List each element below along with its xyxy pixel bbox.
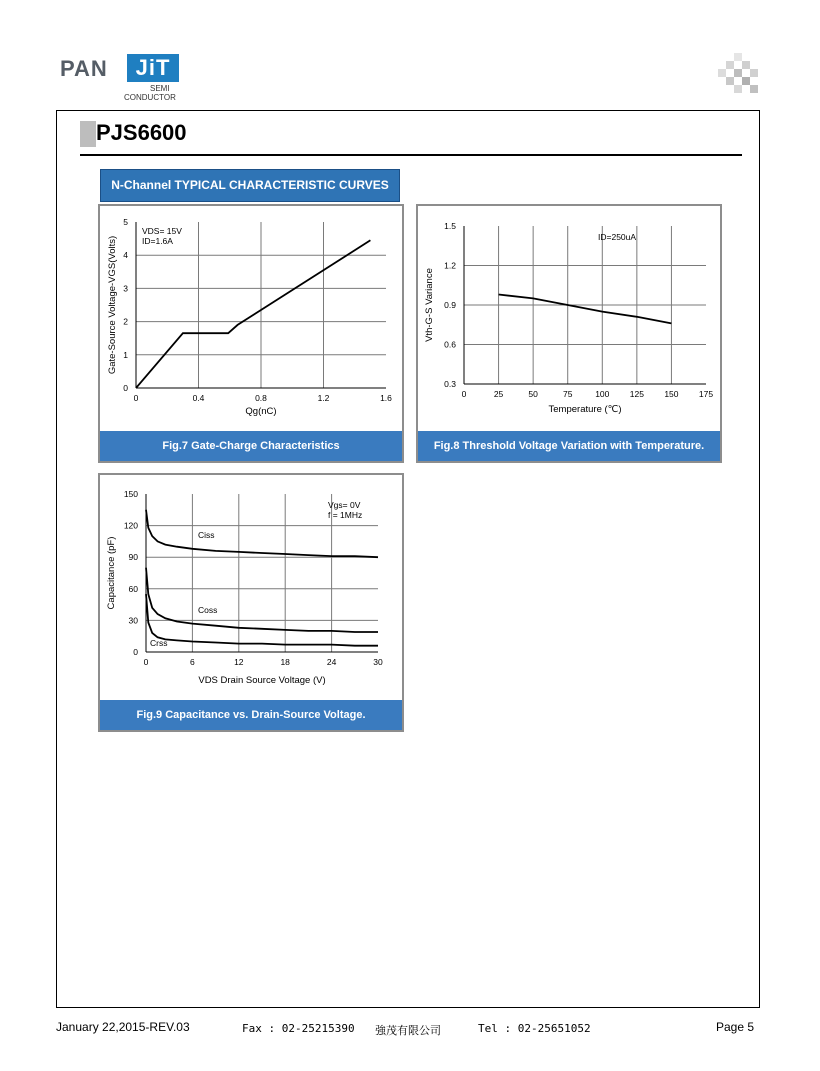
y-tick-label: 1 [123, 349, 128, 360]
x-tick-label: 24 [326, 657, 337, 667]
x-tick-label: 0.8 [255, 393, 267, 403]
y-tick-label: 5 [123, 217, 128, 227]
x-axis-label: Qg(nC) [245, 406, 277, 417]
footer-date-revision: January 22,2015-REV.03 [56, 1020, 190, 1034]
y-tick-label: 3 [123, 283, 128, 294]
y-tick-label: 1.5 [444, 221, 456, 231]
x-tick-label: 1.6 [380, 393, 392, 403]
x-tick-label: 30 [373, 657, 383, 667]
threshold-voltage-chart [418, 206, 720, 431]
chart-annotation: Vgs= 0V [328, 500, 361, 510]
title-rule [80, 154, 742, 156]
chart-panel-fig9 [98, 473, 404, 732]
y-tick-label: 150 [123, 489, 138, 499]
y-tick-label: 0.3 [444, 379, 456, 389]
panjit-logo [60, 54, 185, 102]
y-tick-label: 0 [133, 647, 138, 657]
chart-annotation: ID=1.6A [142, 236, 173, 246]
y-axis-label: Capacitance (pF) [106, 536, 117, 610]
x-tick-label: 125 [629, 389, 644, 399]
y-axis-label: Vth-G-S Variance [424, 268, 435, 342]
chart-annotation: ID=250uA [598, 232, 637, 242]
series-line [136, 240, 370, 388]
series-line [146, 568, 378, 632]
section-title: N-Channel TYPICAL CHARACTERISTIC CURVES [100, 169, 400, 202]
x-tick-label: 25 [493, 389, 504, 399]
series-label: Crss [150, 638, 168, 648]
x-tick-label: 18 [280, 657, 290, 667]
x-tick-label: 0 [143, 657, 149, 667]
y-axis-label: Gate-Source Voltage-VGS(Volts) [107, 235, 118, 375]
checker-decoration-icon [718, 53, 758, 93]
footer-tel: Tel : 02-25651052 [478, 1022, 591, 1035]
logo-conductor-text: CONDUCTOR [124, 93, 176, 102]
y-tick-label: 0.6 [444, 339, 456, 350]
x-axis-label: Temperature (℃) [548, 404, 622, 415]
chart-panel-fig7 [98, 204, 404, 463]
footer-company: 強茂有限公司 [375, 1024, 441, 1037]
footer-fax: Fax : 02-25215390 [242, 1022, 355, 1035]
title-accent [80, 121, 96, 147]
x-tick-label: 175 [698, 389, 714, 399]
chart-panel-fig8 [416, 204, 722, 463]
capacitance-chart [100, 475, 402, 700]
x-tick-label: 0 [461, 389, 467, 399]
x-tick-label: 100 [595, 389, 610, 399]
x-tick-label: 0.4 [192, 393, 205, 403]
logo-jit-text: JiT [127, 54, 179, 82]
x-tick-label: 12 [234, 657, 244, 667]
logo-semi-text: SEMI [150, 84, 170, 93]
footer-page-number: Page 5 [716, 1020, 755, 1034]
y-tick-label: 90 [128, 552, 138, 563]
y-tick-label: 1.2 [444, 260, 456, 271]
x-tick-label: 1.2 [317, 393, 330, 403]
logo-pan-text: PAN [60, 56, 108, 81]
chart-caption: Fig.8 Threshold Voltage Variation with Temperature. [418, 431, 720, 461]
gate-charge-chart [100, 206, 402, 431]
chart-annotation: VDS= 15V [142, 226, 182, 236]
series-line [499, 295, 672, 324]
y-tick-label: 30 [128, 615, 138, 626]
series-label: Ciss [198, 530, 215, 540]
y-tick-label: 2 [123, 316, 128, 327]
chart-annotation: f = 1MHz [328, 510, 363, 520]
x-axis-label: VDS Drain Source Voltage (V) [198, 675, 326, 686]
y-tick-label: 4 [123, 250, 128, 261]
part-number-title: PJS6600 [96, 120, 187, 145]
chart-caption: Fig.7 Gate-Charge Characteristics [100, 431, 402, 461]
x-tick-label: 0 [133, 393, 139, 403]
y-tick-label: 120 [123, 520, 138, 531]
x-tick-label: 50 [528, 389, 538, 399]
y-tick-label: 0 [123, 383, 128, 393]
x-tick-label: 6 [190, 657, 195, 667]
x-tick-label: 150 [664, 389, 679, 399]
y-tick-label: 0.9 [444, 300, 456, 310]
y-tick-label: 60 [128, 583, 138, 594]
chart-caption: Fig.9 Capacitance vs. Drain-Source Voltage. [100, 700, 402, 730]
series-label: Coss [198, 605, 218, 615]
x-tick-label: 75 [562, 389, 573, 399]
